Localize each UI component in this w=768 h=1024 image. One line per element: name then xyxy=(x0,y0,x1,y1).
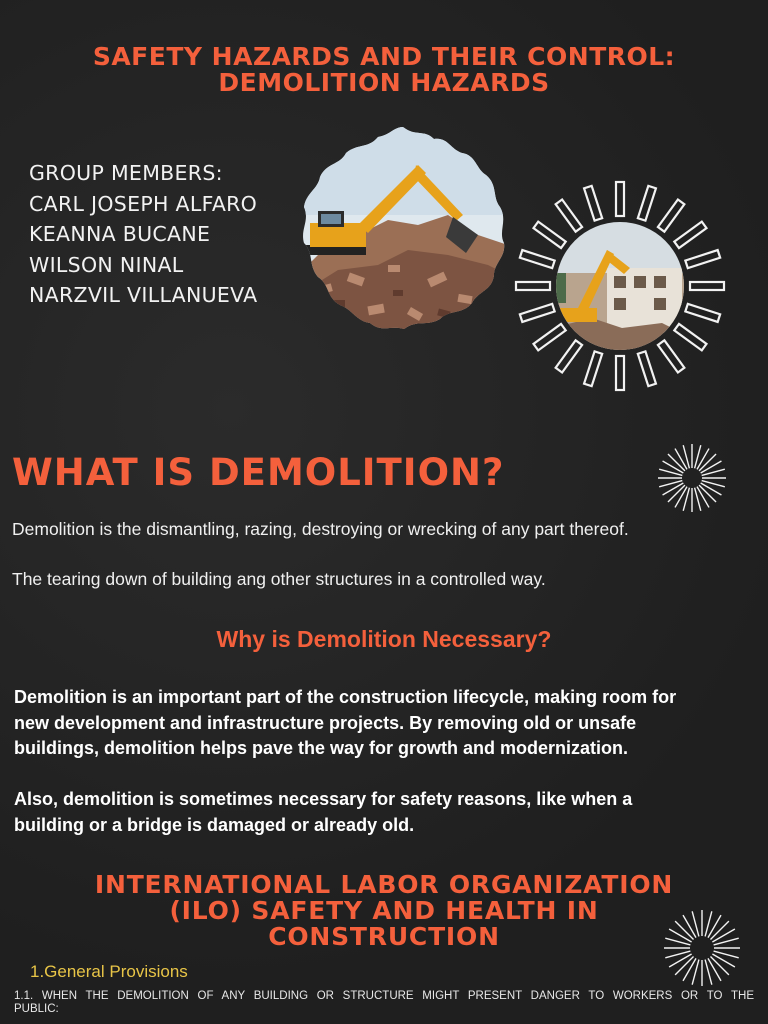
title-line-2: DEMOLITION HAZARDS xyxy=(218,68,550,97)
sunburst-ray xyxy=(556,200,582,232)
page-title xyxy=(0,44,768,96)
member-name: CARL JOSEPH ALFARO xyxy=(29,191,258,216)
paragraph-line: Demolition is an important part of the construction lifecycle, making room for xyxy=(14,687,677,707)
ilo-title-line: INTERNATIONAL LABOR ORGANIZATION xyxy=(94,870,674,899)
sunburst-ray xyxy=(690,282,724,290)
sunburst-ray xyxy=(516,282,550,290)
sunburst-ray xyxy=(534,324,566,350)
why-paragraph-1 xyxy=(14,685,759,762)
why-paragraph-2 xyxy=(14,787,759,838)
member-name: KEANNA BUCANE xyxy=(29,222,211,246)
group-members xyxy=(29,158,258,311)
sunburst-ray xyxy=(520,250,555,268)
definition-text-2: The tearing down of building ang other structures in a controlled way. xyxy=(12,569,546,589)
ilo-title-line: (ILO) SAFETY AND HEALTH IN xyxy=(169,896,599,925)
sunburst-ray xyxy=(638,186,656,221)
sunburst-ray xyxy=(616,356,624,390)
sunburst-ray xyxy=(685,250,720,268)
clause-text-line-2: PUBLIC: xyxy=(14,1003,59,1015)
general-provisions-heading: 1.General Provisions xyxy=(30,962,188,981)
sunburst-ray xyxy=(658,340,684,372)
paragraph-line: buildings, demolition helps pave the way for growth and modernization. xyxy=(14,738,629,758)
sunburst-ray xyxy=(534,222,566,248)
sunburst-ray xyxy=(674,222,706,248)
member-name: WILSON NINAL xyxy=(29,252,184,277)
sunburst-ray xyxy=(675,921,693,939)
paragraph-line: building or a bridge is damaged or already old. xyxy=(14,814,415,835)
excavator-rubble-image xyxy=(298,125,508,335)
title-line-1: SAFETY HAZARDS AND THEIR CONTROL: xyxy=(92,42,676,71)
sunburst-ray xyxy=(616,182,624,216)
sunburst-ray xyxy=(520,304,555,322)
sunburst-ray xyxy=(584,186,602,221)
paragraph-line: new development and infrastructure projects. By removing old or unsafe xyxy=(14,712,637,733)
section-heading-what-is-demolition: WHAT IS DEMOLITION? xyxy=(12,451,505,494)
sunburst-ray xyxy=(675,956,693,974)
sunburst-ray xyxy=(674,324,706,350)
group-label: GROUP MEMBERS: xyxy=(29,161,223,185)
section-heading-ilo xyxy=(0,872,768,950)
sunburst-ray xyxy=(685,304,720,322)
building-demolition-image xyxy=(512,178,728,394)
sunburst-ray xyxy=(710,956,728,974)
paragraph-line: Also, demolition is sometimes necessary for safety reasons, like when a xyxy=(14,789,633,809)
sunburst-decoration-icon xyxy=(656,442,728,514)
section-heading-why-necessary: Why is Demolition Necessary? xyxy=(216,626,552,652)
sunburst-ray xyxy=(658,200,684,232)
definition-text-1: Demolition is the dismantling, razing, destroying or wrecking of any part thereof. xyxy=(12,519,629,539)
sunburst-ray xyxy=(556,340,582,372)
sunburst-ray xyxy=(584,351,602,386)
member-name: NARZVIL VILLANUEVA xyxy=(29,283,258,307)
sunburst-decoration-icon xyxy=(662,908,742,988)
sunburst-ray xyxy=(638,351,656,386)
clause-text-line-1: 1.1. WHEN THE DEMOLITION OF ANY BUILDING OR STRUCTURE MIGHT PRESENT DANGER TO WORKERS OR TO THE xyxy=(14,990,754,1002)
sunburst-ray xyxy=(710,921,728,939)
ilo-title-line: CONSTRUCTION xyxy=(268,922,500,951)
